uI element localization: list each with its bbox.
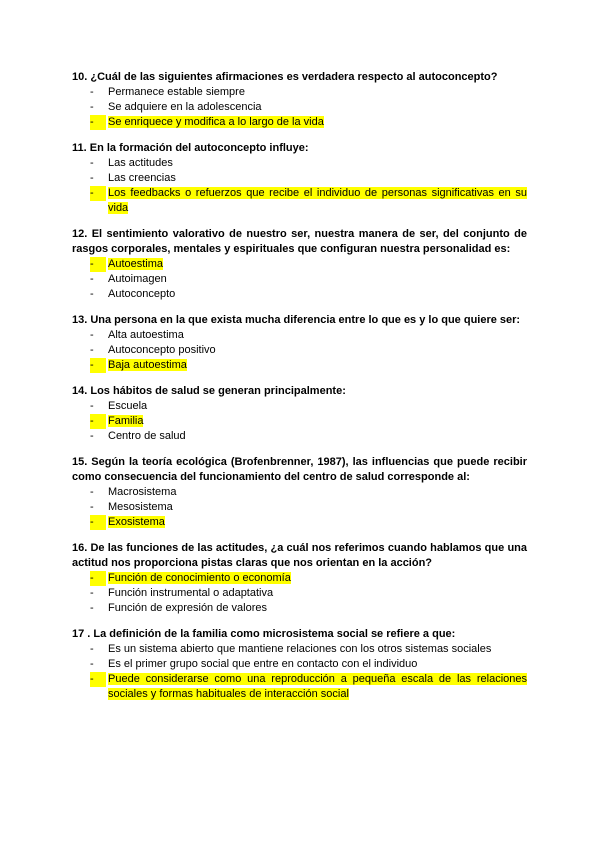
answer-option xyxy=(72,272,527,287)
option-text: Es el primer grupo social que entre en contacto con el individuo xyxy=(108,658,418,670)
answer-option xyxy=(72,100,527,115)
bullet-dash: - xyxy=(90,86,94,98)
bullet-dash: - xyxy=(90,344,94,356)
bullet-dash: - xyxy=(90,329,94,341)
bullet-dash: - xyxy=(90,115,106,130)
bullet-dash: - xyxy=(90,515,106,530)
option-text: Macrosistema xyxy=(108,486,177,498)
bullet-dash: - xyxy=(90,288,94,300)
answer-option xyxy=(72,500,527,515)
bullet-dash: - xyxy=(90,157,94,169)
answer-option-correct xyxy=(72,358,527,373)
answer-option-correct xyxy=(72,672,527,702)
option-text: Función de expresión de valores xyxy=(108,602,267,614)
bullet-dash: - xyxy=(90,672,106,687)
question-block xyxy=(72,627,527,702)
bullet-dash: - xyxy=(90,501,94,513)
options-list xyxy=(72,485,527,530)
options-list xyxy=(72,642,527,702)
bullet-dash: - xyxy=(90,658,94,670)
option-text: Se enriquece y modifica a lo largo de la vida xyxy=(108,116,324,128)
option-text: Autoestima xyxy=(108,258,164,270)
bullet-dash: - xyxy=(90,643,94,655)
question-block xyxy=(72,227,527,302)
bullet-dash: - xyxy=(90,172,94,184)
answer-option-correct xyxy=(72,115,527,130)
answer-option-correct xyxy=(72,414,527,429)
option-text: Exosistema xyxy=(108,516,165,528)
answer-option xyxy=(72,485,527,500)
answer-option xyxy=(72,601,527,616)
question-block xyxy=(72,70,527,130)
answer-option-correct xyxy=(72,571,527,586)
question-title: 13. Una persona en la que exista mucha diferencia entre lo que es y lo que quiere ser: xyxy=(72,314,521,326)
option-text: Autoconcepto positivo xyxy=(108,344,216,356)
bullet-dash: - xyxy=(90,186,106,201)
options-list xyxy=(72,328,527,373)
bullet-dash: - xyxy=(90,273,94,285)
option-text: Los feedbacks o refuerzos que recibe el individuo de personas significativas en su vida xyxy=(108,187,527,214)
option-text: Se adquiere en la adolescencia xyxy=(108,101,262,113)
answer-option xyxy=(72,586,527,601)
answer-option xyxy=(72,156,527,171)
document-page xyxy=(72,70,527,713)
option-text: Las creencias xyxy=(108,172,176,184)
bullet-dash: - xyxy=(90,602,94,614)
option-text: Alta autoestima xyxy=(108,329,184,341)
question-block xyxy=(72,541,527,616)
bullet-dash: - xyxy=(90,486,94,498)
bullet-dash: - xyxy=(90,414,106,429)
bullet-dash: - xyxy=(90,571,106,586)
option-text: Autoconcepto xyxy=(108,288,176,300)
answer-option xyxy=(72,399,527,414)
bullet-dash: - xyxy=(90,257,106,272)
question-title: 10. ¿Cuál de las siguientes afirmaciones es verdadera respecto al autoconcepto? xyxy=(72,71,498,83)
question-block xyxy=(72,384,527,444)
question-title: 11. En la formación del autoconcepto influye: xyxy=(72,142,309,154)
answer-option xyxy=(72,343,527,358)
option-text: Mesosistema xyxy=(108,501,173,513)
options-list xyxy=(72,399,527,444)
bullet-dash: - xyxy=(90,358,106,373)
question-title: 12. El sentimiento valorativo de nuestro ser, nuestra manera de ser, del conjunto de rasgos corporales, mentales y espirituales que configuran nuestra personalidad es: xyxy=(72,228,527,255)
options-list xyxy=(72,156,527,216)
answer-option xyxy=(72,287,527,302)
option-text: Función de conocimiento o economía xyxy=(108,572,291,584)
answer-option-correct xyxy=(72,515,527,530)
answer-option-correct xyxy=(72,186,527,216)
option-text: Centro de salud xyxy=(108,430,186,442)
answer-option xyxy=(72,657,527,672)
options-list xyxy=(72,85,527,130)
question-title: 14. Los hábitos de salud se generan principalmente: xyxy=(72,385,346,397)
answer-option xyxy=(72,429,527,444)
option-text: Familia xyxy=(108,415,144,427)
answer-option xyxy=(72,171,527,186)
option-text: Las actitudes xyxy=(108,157,173,169)
bullet-dash: - xyxy=(90,400,94,412)
bullet-dash: - xyxy=(90,101,94,113)
bullet-dash: - xyxy=(90,430,94,442)
question-title: 16. De las funciones de las actitudes, ¿a cuál nos referimos cuando hablamos que una actitud nos proporciona pistas claras que nos orientan en la acción? xyxy=(72,542,527,569)
question-title: 15. Según la teoría ecológica (Brofenbrenner, 1987), las influencias que puede recibir como consecuencia del funcionamiento del centro de salud corresponde al: xyxy=(72,456,527,483)
option-text: Es un sistema abierto que mantiene relaciones con los otros sistemas sociales xyxy=(108,643,492,655)
option-text: Autoimagen xyxy=(108,273,167,285)
option-text: Puede considerarse como una reproducción a pequeña escala de las relaciones sociales y formas habituales de interacción social xyxy=(108,673,527,700)
option-text: Baja autoestima xyxy=(108,359,187,371)
option-text: Función instrumental o adaptativa xyxy=(108,587,274,599)
options-list xyxy=(72,571,527,616)
answer-option xyxy=(72,328,527,343)
question-block xyxy=(72,455,527,530)
option-text: Escuela xyxy=(108,400,148,412)
answer-option-correct xyxy=(72,257,527,272)
answer-option xyxy=(72,85,527,100)
question-block xyxy=(72,313,527,373)
options-list xyxy=(72,257,527,302)
bullet-dash: - xyxy=(90,587,94,599)
option-text: Permanece estable siempre xyxy=(108,86,245,98)
question-block xyxy=(72,141,527,216)
question-title: 17 . La definición de la familia como microsistema social se refiere a que: xyxy=(72,628,456,640)
answer-option xyxy=(72,642,527,657)
